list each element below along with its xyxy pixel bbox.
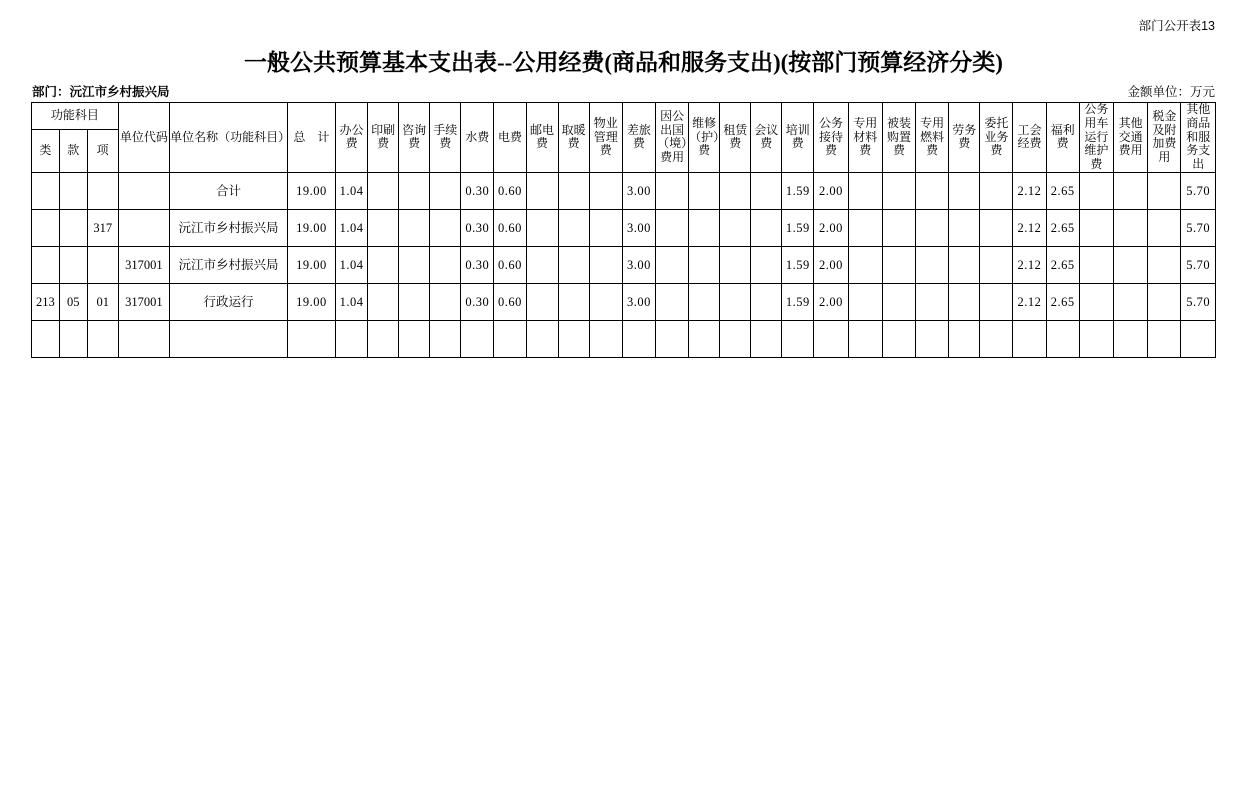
cell-empty (170, 320, 288, 357)
header-col-25: 税金及附加费用 (1148, 103, 1181, 173)
cell-value-21: 2.12 (1013, 246, 1046, 283)
cell-empty (399, 320, 430, 357)
cell-value-20 (980, 283, 1013, 320)
cell-empty (589, 320, 622, 357)
cell-value-6 (526, 246, 558, 283)
cell-empty (1148, 320, 1181, 357)
cell-value-3 (430, 209, 461, 246)
cell-value-16 (848, 172, 882, 209)
cell-empty (1079, 320, 1113, 357)
cell-value-8 (589, 172, 622, 209)
cell-value-12 (720, 283, 751, 320)
header-col-15: 公务接待费 (814, 103, 848, 173)
cell-value-18 (916, 283, 949, 320)
cell-value-22: 2.65 (1046, 283, 1079, 320)
cell-value-7 (558, 209, 589, 246)
cell-value-20 (980, 209, 1013, 246)
cell-value-2 (399, 172, 430, 209)
cell-value-11 (689, 283, 720, 320)
cell-value-22: 2.65 (1046, 209, 1079, 246)
cell-value-10 (655, 209, 688, 246)
cell-value-15: 2.00 (814, 246, 848, 283)
cell-value-18 (916, 246, 949, 283)
cell-value-15: 2.00 (814, 283, 848, 320)
cell-value-19 (949, 172, 980, 209)
cell-value-6 (526, 209, 558, 246)
cell-empty (1013, 320, 1046, 357)
cell-empty (32, 320, 60, 357)
cell-value-23 (1079, 209, 1113, 246)
department-line: 部门：沅江市乡村振兴局 (32, 85, 170, 99)
cell-empty (949, 320, 980, 357)
cell-value-2 (399, 246, 430, 283)
cell-total: 19.00 (287, 209, 335, 246)
cell-value-7 (558, 283, 589, 320)
cell-unit-name: 行政运行 (170, 283, 288, 320)
cell-value-14: 1.59 (782, 172, 814, 209)
cell-value-3 (430, 246, 461, 283)
cell-value-14: 1.59 (782, 246, 814, 283)
cell-value-11 (689, 209, 720, 246)
cell-value-19 (949, 283, 980, 320)
header-col-22: 福利费 (1046, 103, 1079, 173)
cell-value-5: 0.60 (494, 246, 526, 283)
cell-value-4: 0.30 (461, 209, 494, 246)
cell-value-25 (1148, 209, 1181, 246)
cell-value-13 (751, 209, 782, 246)
cell-value-13 (751, 246, 782, 283)
cell-value-23 (1079, 283, 1113, 320)
cell-value-26: 5.70 (1181, 283, 1216, 320)
cell-xiang: 01 (87, 283, 118, 320)
header-col-14: 培训费 (782, 103, 814, 173)
cell-value-5: 0.60 (494, 283, 526, 320)
cell-empty (689, 320, 720, 357)
cell-value-24 (1114, 172, 1148, 209)
cell-unit-name: 合计 (170, 172, 288, 209)
cell-value-25 (1148, 172, 1181, 209)
cell-empty (368, 320, 399, 357)
cell-value-2 (399, 209, 430, 246)
cell-value-16 (848, 209, 882, 246)
header-col-16: 专用材料费 (848, 103, 882, 173)
cell-value-18 (916, 172, 949, 209)
cell-value-7 (558, 172, 589, 209)
cell-kuan (59, 172, 87, 209)
cell-value-14: 1.59 (782, 283, 814, 320)
cell-value-9: 3.00 (622, 246, 655, 283)
cell-empty (814, 320, 848, 357)
cell-empty (782, 320, 814, 357)
cell-empty (882, 320, 915, 357)
cell-unit-name: 沅江市乡村振兴局 (170, 246, 288, 283)
cell-xiang: 317 (87, 209, 118, 246)
cell-total: 19.00 (287, 283, 335, 320)
header-col-0: 办公费 (336, 103, 368, 173)
cell-value-11 (689, 172, 720, 209)
cell-value-4: 0.30 (461, 283, 494, 320)
cell-empty (622, 320, 655, 357)
cell-value-9: 3.00 (622, 209, 655, 246)
cell-value-26: 5.70 (1181, 246, 1216, 283)
cell-xiang (87, 172, 118, 209)
header-col-19: 劳务费 (949, 103, 980, 173)
cell-empty (558, 320, 589, 357)
cell-empty (1046, 320, 1079, 357)
cell-value-1 (368, 172, 399, 209)
cell-value-4: 0.30 (461, 172, 494, 209)
cell-value-7 (558, 246, 589, 283)
cell-empty (980, 320, 1013, 357)
table-row (32, 246, 1216, 283)
cell-value-3 (430, 172, 461, 209)
header-function-group: 功能科目 (32, 103, 119, 130)
cell-empty (59, 320, 87, 357)
header-col-7: 取暖费 (558, 103, 589, 173)
table-row (32, 209, 1216, 246)
cell-empty (848, 320, 882, 357)
table-row-empty (32, 320, 1216, 357)
header-unit-name: 单位名称（功能科目） (170, 103, 288, 173)
header-col-2: 咨询费 (399, 103, 430, 173)
cell-value-0: 1.04 (336, 246, 368, 283)
header-col-4: 水费 (461, 103, 494, 173)
corner-note: 部门公开表13 (1138, 19, 1215, 33)
cell-total: 19.00 (287, 172, 335, 209)
cell-unit-code (118, 209, 169, 246)
cell-value-17 (882, 209, 915, 246)
cell-value-16 (848, 246, 882, 283)
cell-total: 19.00 (287, 246, 335, 283)
cell-value-10 (655, 283, 688, 320)
header-total: 总 计 (287, 103, 335, 173)
cell-value-6 (526, 283, 558, 320)
cell-xiang (87, 246, 118, 283)
cell-value-24 (1114, 209, 1148, 246)
cell-kuan: 05 (59, 283, 87, 320)
header-col-8: 物业管理费 (589, 103, 622, 173)
cell-empty (916, 320, 949, 357)
cell-value-8 (589, 209, 622, 246)
cell-value-13 (751, 172, 782, 209)
budget-table (31, 102, 1216, 358)
cell-value-21: 2.12 (1013, 283, 1046, 320)
cell-value-3 (430, 283, 461, 320)
header-col-21: 工会经费 (1013, 103, 1046, 173)
page-title: 一般公共预算基本支出表--公用经费(商品和服务支出)(按部门预算经济分类) (244, 50, 1003, 75)
header-col-18: 专用燃料费 (916, 103, 949, 173)
cell-empty (461, 320, 494, 357)
header-col-11: 维修（护）费 (689, 103, 720, 173)
cell-kuan (59, 209, 87, 246)
header-col-1: 印刷费 (368, 103, 399, 173)
cell-empty (655, 320, 688, 357)
cell-lei: 213 (32, 283, 60, 320)
header-col-24: 其他交通费用 (1114, 103, 1148, 173)
cell-value-15: 2.00 (814, 172, 848, 209)
header-col-5: 电费 (494, 103, 526, 173)
cell-value-5: 0.60 (494, 172, 526, 209)
cell-value-10 (655, 172, 688, 209)
header-col-9: 差旅费 (622, 103, 655, 173)
cell-value-6 (526, 172, 558, 209)
cell-value-10 (655, 246, 688, 283)
cell-value-0: 1.04 (336, 209, 368, 246)
cell-value-1 (368, 246, 399, 283)
cell-value-15: 2.00 (814, 209, 848, 246)
cell-value-26: 5.70 (1181, 172, 1216, 209)
header-col-3: 手续费 (430, 103, 461, 173)
cell-value-21: 2.12 (1013, 172, 1046, 209)
cell-empty (430, 320, 461, 357)
cell-value-14: 1.59 (782, 209, 814, 246)
cell-value-17 (882, 172, 915, 209)
cell-unit-name: 沅江市乡村振兴局 (170, 209, 288, 246)
cell-empty (526, 320, 558, 357)
cell-value-21: 2.12 (1013, 209, 1046, 246)
cell-empty (1114, 320, 1148, 357)
cell-value-4: 0.30 (461, 246, 494, 283)
header-lei: 类 (32, 129, 60, 172)
header-col-23: 公务用车运行维护费 (1079, 103, 1113, 173)
cell-kuan (59, 246, 87, 283)
cell-value-20 (980, 172, 1013, 209)
cell-value-13 (751, 283, 782, 320)
cell-value-17 (882, 283, 915, 320)
cell-value-25 (1148, 246, 1181, 283)
cell-value-22: 2.65 (1046, 246, 1079, 283)
cell-value-22: 2.65 (1046, 172, 1079, 209)
cell-value-24 (1114, 246, 1148, 283)
cell-empty (1181, 320, 1216, 357)
cell-empty (751, 320, 782, 357)
header-col-26: 其他商品和服务支出 (1181, 103, 1216, 173)
cell-empty (287, 320, 335, 357)
cell-empty (118, 320, 169, 357)
cell-value-2 (399, 283, 430, 320)
cell-value-17 (882, 246, 915, 283)
cell-value-8 (589, 246, 622, 283)
header-kuan: 款 (59, 129, 87, 172)
cell-unit-code: 317001 (118, 246, 169, 283)
header-col-20: 委托业务费 (980, 103, 1013, 173)
cell-value-8 (589, 283, 622, 320)
cell-lei (32, 172, 60, 209)
cell-value-0: 1.04 (336, 283, 368, 320)
cell-unit-code (118, 172, 169, 209)
cell-value-0: 1.04 (336, 172, 368, 209)
cell-value-1 (368, 283, 399, 320)
cell-unit-code: 317001 (118, 283, 169, 320)
cell-lei (32, 209, 60, 246)
header-col-10: 因公出国（境）费用 (655, 103, 688, 173)
cell-value-20 (980, 246, 1013, 283)
table-body (32, 172, 1216, 357)
cell-value-23 (1079, 246, 1113, 283)
header-col-17: 被装购置费 (882, 103, 915, 173)
cell-value-19 (949, 209, 980, 246)
header-unit-code: 单位代码 (118, 103, 169, 173)
cell-value-12 (720, 246, 751, 283)
cell-value-25 (1148, 283, 1181, 320)
cell-empty (720, 320, 751, 357)
header-col-13: 会议费 (751, 103, 782, 173)
cell-value-23 (1079, 172, 1113, 209)
header-col-12: 租赁费 (720, 103, 751, 173)
cell-empty (87, 320, 118, 357)
cell-value-16 (848, 283, 882, 320)
cell-value-26: 5.70 (1181, 209, 1216, 246)
cell-value-19 (949, 246, 980, 283)
cell-value-1 (368, 209, 399, 246)
amount-unit-line: 金额单位：万元 (1127, 85, 1215, 99)
cell-value-5: 0.60 (494, 209, 526, 246)
table-header-row-1 (32, 103, 1216, 130)
cell-empty (336, 320, 368, 357)
cell-value-12 (720, 209, 751, 246)
header-col-6: 邮电费 (526, 103, 558, 173)
table-row (32, 283, 1216, 320)
cell-value-9: 3.00 (622, 283, 655, 320)
cell-value-24 (1114, 283, 1148, 320)
cell-value-9: 3.00 (622, 172, 655, 209)
table-row (32, 172, 1216, 209)
header-xiang: 项 (87, 129, 118, 172)
cell-empty (494, 320, 526, 357)
cell-value-11 (689, 246, 720, 283)
cell-value-18 (916, 209, 949, 246)
cell-value-12 (720, 172, 751, 209)
cell-lei (32, 246, 60, 283)
